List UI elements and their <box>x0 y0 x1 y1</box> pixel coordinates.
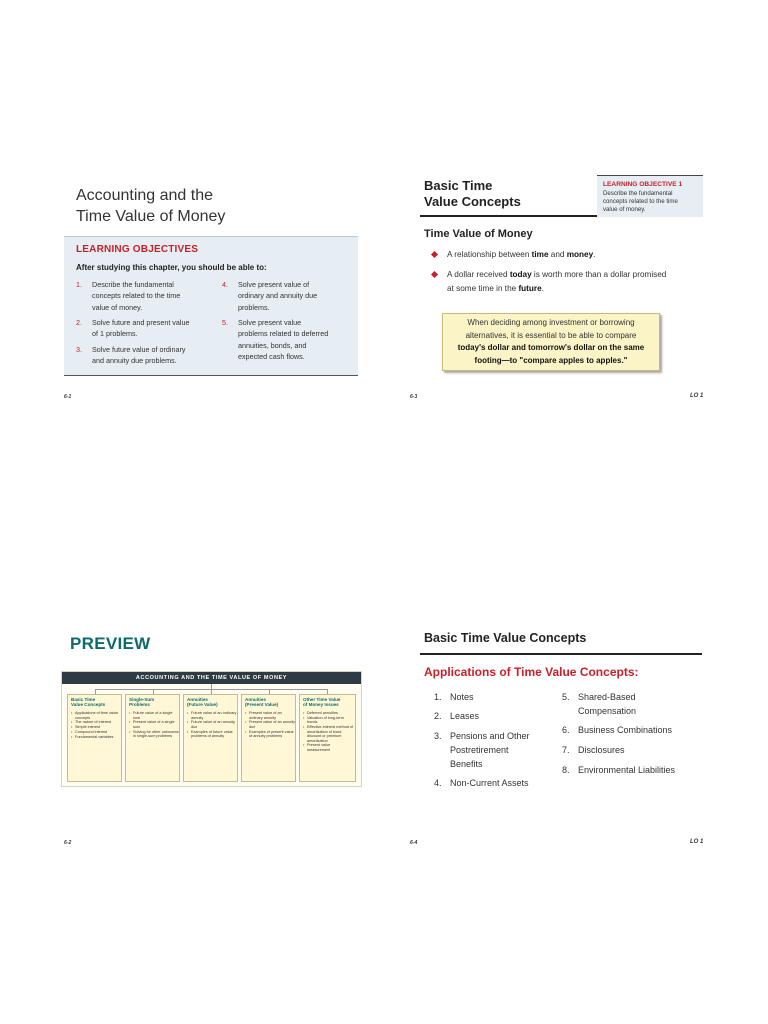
slide-3-title: Basic Time Value Concepts <box>424 178 521 209</box>
chapter-preview-chart <box>61 671 362 787</box>
diamond-bullet-icon <box>431 251 438 258</box>
slide-number: 6-2 <box>64 840 72 846</box>
preview-column: Other Time Value of Money Issues • Deferred annuities • Valuation of long-term bonds • Effective-interest method of amortization of bond discount or premium amortization • Present value measurement <box>299 694 356 782</box>
preview-column: Annuities (Present Value) • Present value of an ordinary annuity • Present value of an annuity due • Examples of present value of annuity problems <box>241 694 296 782</box>
preview-title: PREVIEW <box>70 634 151 653</box>
preview-column: Basic Time Value Concepts • Applications of time value concepts • The nature of interest • Simple interest • Compound interest • Fundamental variables <box>67 694 122 782</box>
learning-objective-box: LEARNING OBJECTIVE 1 Describe the fundamental concepts related to the time value of money. <box>597 175 703 217</box>
slide-3-subheading: Time Value of Money <box>424 228 533 240</box>
slide-1-title: Accounting and the Time Value of Money <box>76 187 226 225</box>
slide-number: 6-4 <box>410 840 418 846</box>
learning-objectives-subheading: After studying this chapter, you should be able to: <box>76 263 267 272</box>
slide-number: 6-1 <box>64 394 72 400</box>
slide-4-subheading: Applications of Time Value Concepts: <box>424 665 639 679</box>
slide-number: 6-3 <box>410 394 418 400</box>
title-divider <box>420 653 702 655</box>
lo-tag: LO 1 <box>690 393 704 399</box>
preview-column: Annuities (Future Value) • Future value of an ordinary annuity • Future value of an annuity due • Examples of future value problems of annuity <box>183 694 238 782</box>
learning-objectives-heading: LEARNING OBJECTIVES <box>76 244 199 255</box>
diamond-bullet-icon <box>431 271 438 278</box>
learning-objectives-box: LEARNING OBJECTIVES After studying this chapter, you should be able to: 1. Describe the fundamental concepts related to the time value of money. 2. Solve future and present value of 1 problems. 3. Solve future value of ordinary and annuity due problems. 4. Solve present value of ordinary and annuity due problems. 5. Solve present value problems related to deferred annuities, bonds, and expected cash flows. <box>64 236 358 376</box>
slide-4-title: Basic Time Value Concepts <box>424 631 587 645</box>
lo-tag: LO 1 <box>690 839 704 845</box>
preview-banner: ACCOUNTING AND THE TIME VALUE OF MONEY <box>62 672 361 684</box>
callout-box: When deciding among investment or borrowing alternatives, it is essential to be able to compare today's dollar and tomorrow's dollar on the same footing—to "compare apples to apples." <box>442 313 660 371</box>
preview-column: Single-Sum Problems • Future value of a single sum • Present value of a single sum • Solving for other unknowns in single-sum problems <box>125 694 180 782</box>
